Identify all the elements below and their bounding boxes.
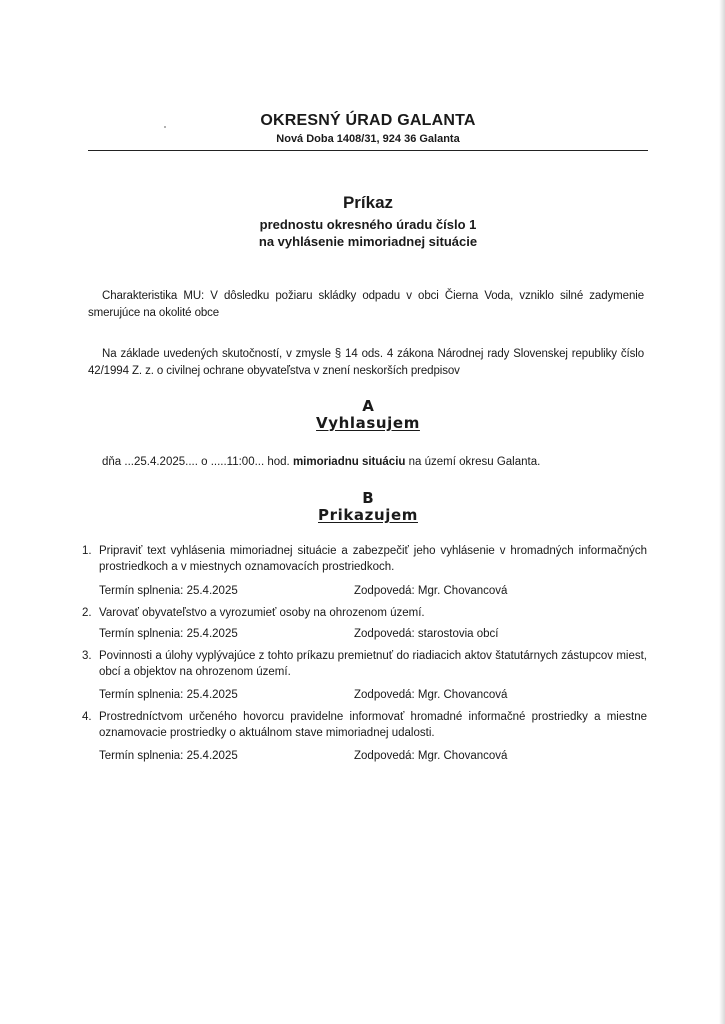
order-item-deadline: Termín splnenia: 25.4.2025 [99,585,238,597]
order-item-text: Povinnosti a úlohy vyplývajúce z tohto príkazu premietnuť do riadiacich aktov štatutárnych zástupcov miest, obcí a objektov na ohrozenom území. [99,650,647,678]
characteristic-paragraph: Charakteristika MU: V dôsledku požiaru skládky odpadu v obci Čierna Voda, vzniklo silné zadymenie smerujúce na okolité obce [88,290,644,319]
office-address: Nová Doba 1408/31, 924 36 Galanta [276,133,460,145]
section-a-heading [88,414,648,432]
header-divider [88,150,648,151]
section-b-letter: B [362,489,374,507]
order-item-number: 4. [82,711,92,723]
order-item-text: Prostredníctvom určeného hovorcu pravidelne informovať hromadné informačné prostriedky a miestne oznamovacie prostriedky o aktuálnom stave mimoriadnej udalosti. [99,711,647,739]
declaration-suffix: na území okresu Galanta. [405,456,541,468]
section-b-heading [88,506,648,524]
section-b-heading-text: Prikazujem [318,506,418,524]
document-subtitle-line1: prednostu okresného úradu číslo 1 [259,217,477,232]
section-a-heading-text: Vyhlasujem [316,414,420,432]
order-item-responsible: Zodpovedá: Mgr. Chovancová [354,750,508,762]
order-item-text: Varovať obyvateľstvo a vyrozumieť osoby na ohrozenom území. [99,607,425,619]
declaration-line [102,456,540,468]
declaration-bold: mimoriadnu situáciu [292,456,406,468]
section-a-letter: A [362,397,374,415]
order-item-responsible: Zodpovedá: starostovia obcí [354,628,499,640]
page-edge-shadow [719,0,725,1024]
order-item-deadline: Termín splnenia: 25.4.2025 [99,689,238,701]
order-item-number: 2. [82,607,92,619]
declaration-prefix: dňa ...25.4.2025.... o .....11:00... hod. [102,456,293,468]
order-item-deadline: Termín splnenia: 25.4.2025 [99,750,238,762]
order-item-responsible: Zodpovedá: Mgr. Chovancová [354,585,508,597]
document-subtitle-line2: na vyhlásenie mimoriadnej situácie [258,234,478,249]
office-name: OKRESNÝ ÚRAD GALANTA [260,112,476,129]
order-item-responsible: Zodpovedá: Mgr. Chovancová [354,689,508,701]
order-item-text: Pripraviť text vyhlásenia mimoriadnej situácie a zabezpečiť jeho vyhlásenie v hromadných informačných prostriedkoch a v miestnych oznamovacích prostriedkoch. [99,545,647,573]
order-item-number: 3. [82,650,92,662]
document-title: Príkaz [342,193,394,212]
order-item-deadline: Termín splnenia: 25.4.2025 [99,628,238,640]
order-item-number: 1. [82,545,92,557]
legal-basis-paragraph: Na základe uvedených skutočností, v zmysle § 14 ods. 4 zákona Národnej rady Slovenskej republiky číslo 42/1994 Z. z. o civilnej ochrane obyvateľstva v znení neskorších predpisov [88,348,644,377]
